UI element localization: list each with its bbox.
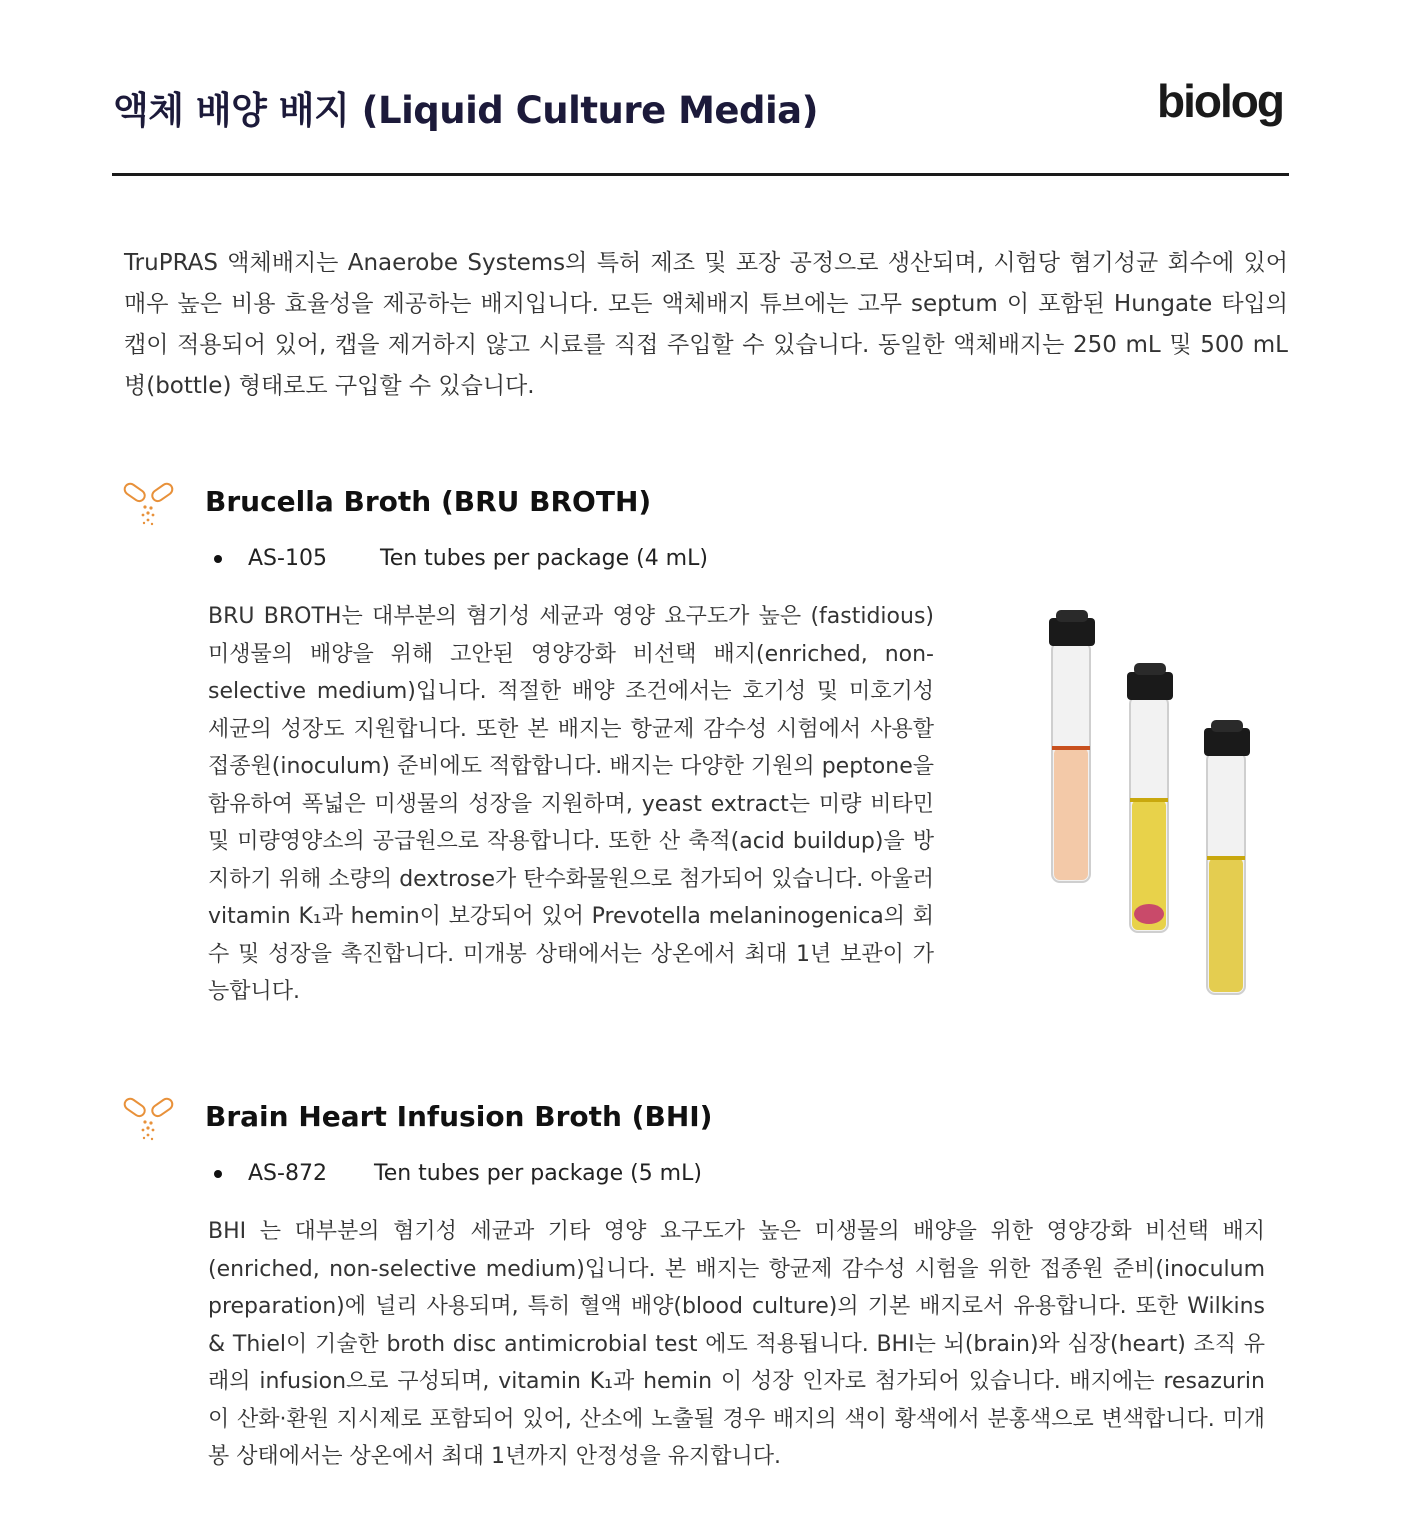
header-divider [112, 173, 1289, 176]
product-code: AS-105 [248, 546, 327, 571]
section-title-bhi: Brain Heart Infusion Broth (BHI) [205, 1100, 713, 1133]
capsule-icon [121, 1096, 177, 1146]
section-description-bru: BRU BROTH는 대부분의 혐기성 세균과 영양 요구도가 높은 (fastidious) 미생물의 배양을 위해 고안된 영양강화 비선택 배지(enriched, non-selective medium)입니다. 적절한 배양 조건에서는 호기성 및 미호기성 세균의 성장도 지원합니다. 또한 본 배지는 항균제 감수성 시험에서 사용할 접종원(inoculum) 준비에도 적합합니다. 배지는 다양한 기원의 peptone을 함유하여 폭넓은 미생물의 성장을 지원하며, yeast extract는 미량 비타민 및 미량영양소의 공급원으로 작용합니다. 또한 산 축적(acid buildup)을 방지하기 위해 소량의 dextrose가 탄수화물원으로 첨가되어 있습니다. 아울러 vitamin K₁과 hemin이 보강되어 있어 Prevotella melaninogenica의 회수 및 성장을 촉진합니다. 미개봉 상태에서는 상온에서 최대 1년 보관이 가능합니다. [208, 604, 934, 1004]
culture-tubes-image [1030, 600, 1270, 1000]
section-description-bhi: BHI 는 대부분의 혐기성 세균과 기타 영양 요구도가 높은 미생물의 배양을 위한 영양강화 비선택 배지(enriched, non-selective medium)입니다. 본 배지는 항균제 감수성 시험을 위한 접종원 준비(inoculum preparation)에 널리 사용되며, 특히 혈액 배양(blood culture)의 기본 배지로서 유용합니다. 또한 Wilkins & Thiel이 기술한 broth disc antimicrobial test 에도 적용됩니다. BHI는 뇌(brain)와 심장(heart) 조직 유래의 infusion으로 구성되며, vitamin K₁과 hemin 이 성장 인자로 첨가되어 있습니다. 배지에는 resazurin 이 산화·환원 지시제로 포함되어 있어, 산소에 노출될 경우 배지의 색이 황색에서 분홍색으로 변색합니다. 미개봉 상태에서는 상온에서 최대 1년까지 안정성을 유지합니다. [208, 1219, 1265, 1469]
list-item [214, 546, 708, 571]
list-item [214, 1161, 702, 1186]
capsule-icon [121, 481, 177, 531]
page-title: 액체 배양 배지 (Liquid Culture Media) [113, 89, 819, 132]
bullet-icon [214, 555, 222, 563]
package-info: Ten tubes per package (5 mL) [374, 1161, 702, 1186]
section-title-bru: Brucella Broth (BRU BROTH) [205, 485, 652, 518]
product-code: AS-872 [248, 1161, 327, 1186]
biolog-logo: biolog [1157, 75, 1283, 127]
intro-paragraph: TruPRAS 액체배지는 Anaerobe Systems의 특허 제조 및 포장 공정으로 생산되며, 시험당 혐기성균 회수에 있어 매우 높은 비용 효율성을 제공하는 배지입니다. 모든 액체배지 튜브에는 고무 septum 이 포함된 Hungate 타입의 캡이 적용되어 있어, 캡을 제거하지 않고 시료를 직접 주입할 수 있습니다. 동일한 액체배지는 250 mL 및 500 mL 병(bottle) 형태로도 구입할 수 있습니다. [124, 250, 1288, 399]
package-info: Ten tubes per package (4 mL) [380, 546, 708, 571]
bullet-icon [214, 1170, 222, 1178]
